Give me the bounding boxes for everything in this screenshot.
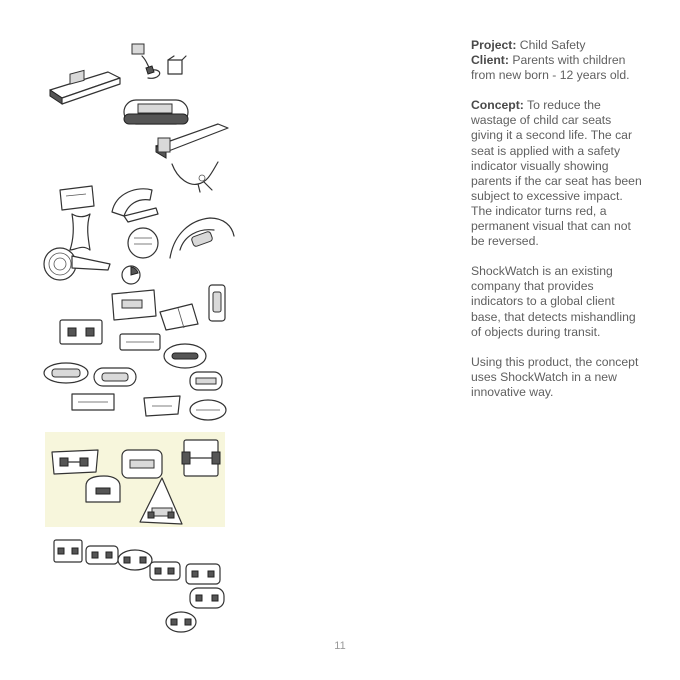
sketch-oval-badge-2	[42, 360, 90, 386]
sketch-folded-strap	[108, 182, 160, 222]
concept-label: Concept:	[471, 98, 524, 113]
usage-paragraph: Using this product, the concept uses ShockWatch in a new innovative way.	[471, 354, 639, 399]
client-label: Client:	[471, 53, 509, 68]
project-label: Project:	[471, 38, 517, 52]
sketch-crushed-block	[128, 40, 188, 85]
sketch-clip-card	[110, 288, 158, 322]
concept-value: To reduce the wastage of child car seats giving it a second life. The car seat is applied with a safety indicator visually showing parents if the car seat has been subject to excessive impact. The indicator turns red, a permanent visual that can not be reversed.	[471, 98, 642, 249]
sketch-final-7	[164, 610, 198, 634]
sketch-seat-buckle	[168, 156, 228, 194]
project-description	[471, 38, 646, 415]
page-number: 11	[334, 640, 346, 652]
sketch-seat-shell	[166, 212, 238, 262]
sketch-upright-tag	[206, 282, 228, 324]
sketch-triangle-badge	[138, 476, 184, 528]
sketch-mounted-buckle	[180, 436, 224, 480]
sketch-bar-indicator-1	[48, 68, 123, 108]
sketch-round-dial	[126, 226, 160, 260]
project-client-block	[471, 38, 646, 83]
sketch-folded-card	[158, 302, 202, 332]
sketch-oval-badge-5	[188, 398, 228, 422]
sketch-label-strip-1	[70, 392, 116, 414]
sketch-strap-tag	[58, 184, 98, 214]
sketch-small-disc	[120, 264, 142, 286]
concept-sketches	[38, 36, 238, 641]
client-value: Parents with children from new born - 12 years old.	[471, 53, 630, 83]
sketch-oval-badge-3	[92, 366, 138, 390]
sketch-clip-buckle	[58, 318, 104, 346]
sketch-arched-clip	[84, 474, 122, 504]
sketch-flat-clip	[118, 332, 162, 354]
project-value: Child Safety	[519, 38, 586, 52]
sketch-label-strip-2	[142, 394, 182, 418]
concept-block	[471, 98, 646, 249]
sketch-final-6	[188, 586, 226, 612]
shockwatch-paragraph: ShockWatch is an existing company that provides indicators to a global client base, that detects mishandling of objects during transit.	[471, 264, 636, 339]
sketch-strap-coil	[42, 244, 112, 284]
sketch-final-1	[52, 538, 84, 566]
sketch-bar-indicator-3	[154, 120, 230, 160]
sketch-final-2	[84, 544, 120, 568]
sketch-oval-badge-1	[162, 342, 208, 370]
sketch-final-4	[148, 560, 182, 584]
sketch-clip-card-large	[50, 448, 100, 476]
sketch-oval-badge-4	[188, 370, 224, 394]
sketch-final-5	[184, 562, 222, 588]
